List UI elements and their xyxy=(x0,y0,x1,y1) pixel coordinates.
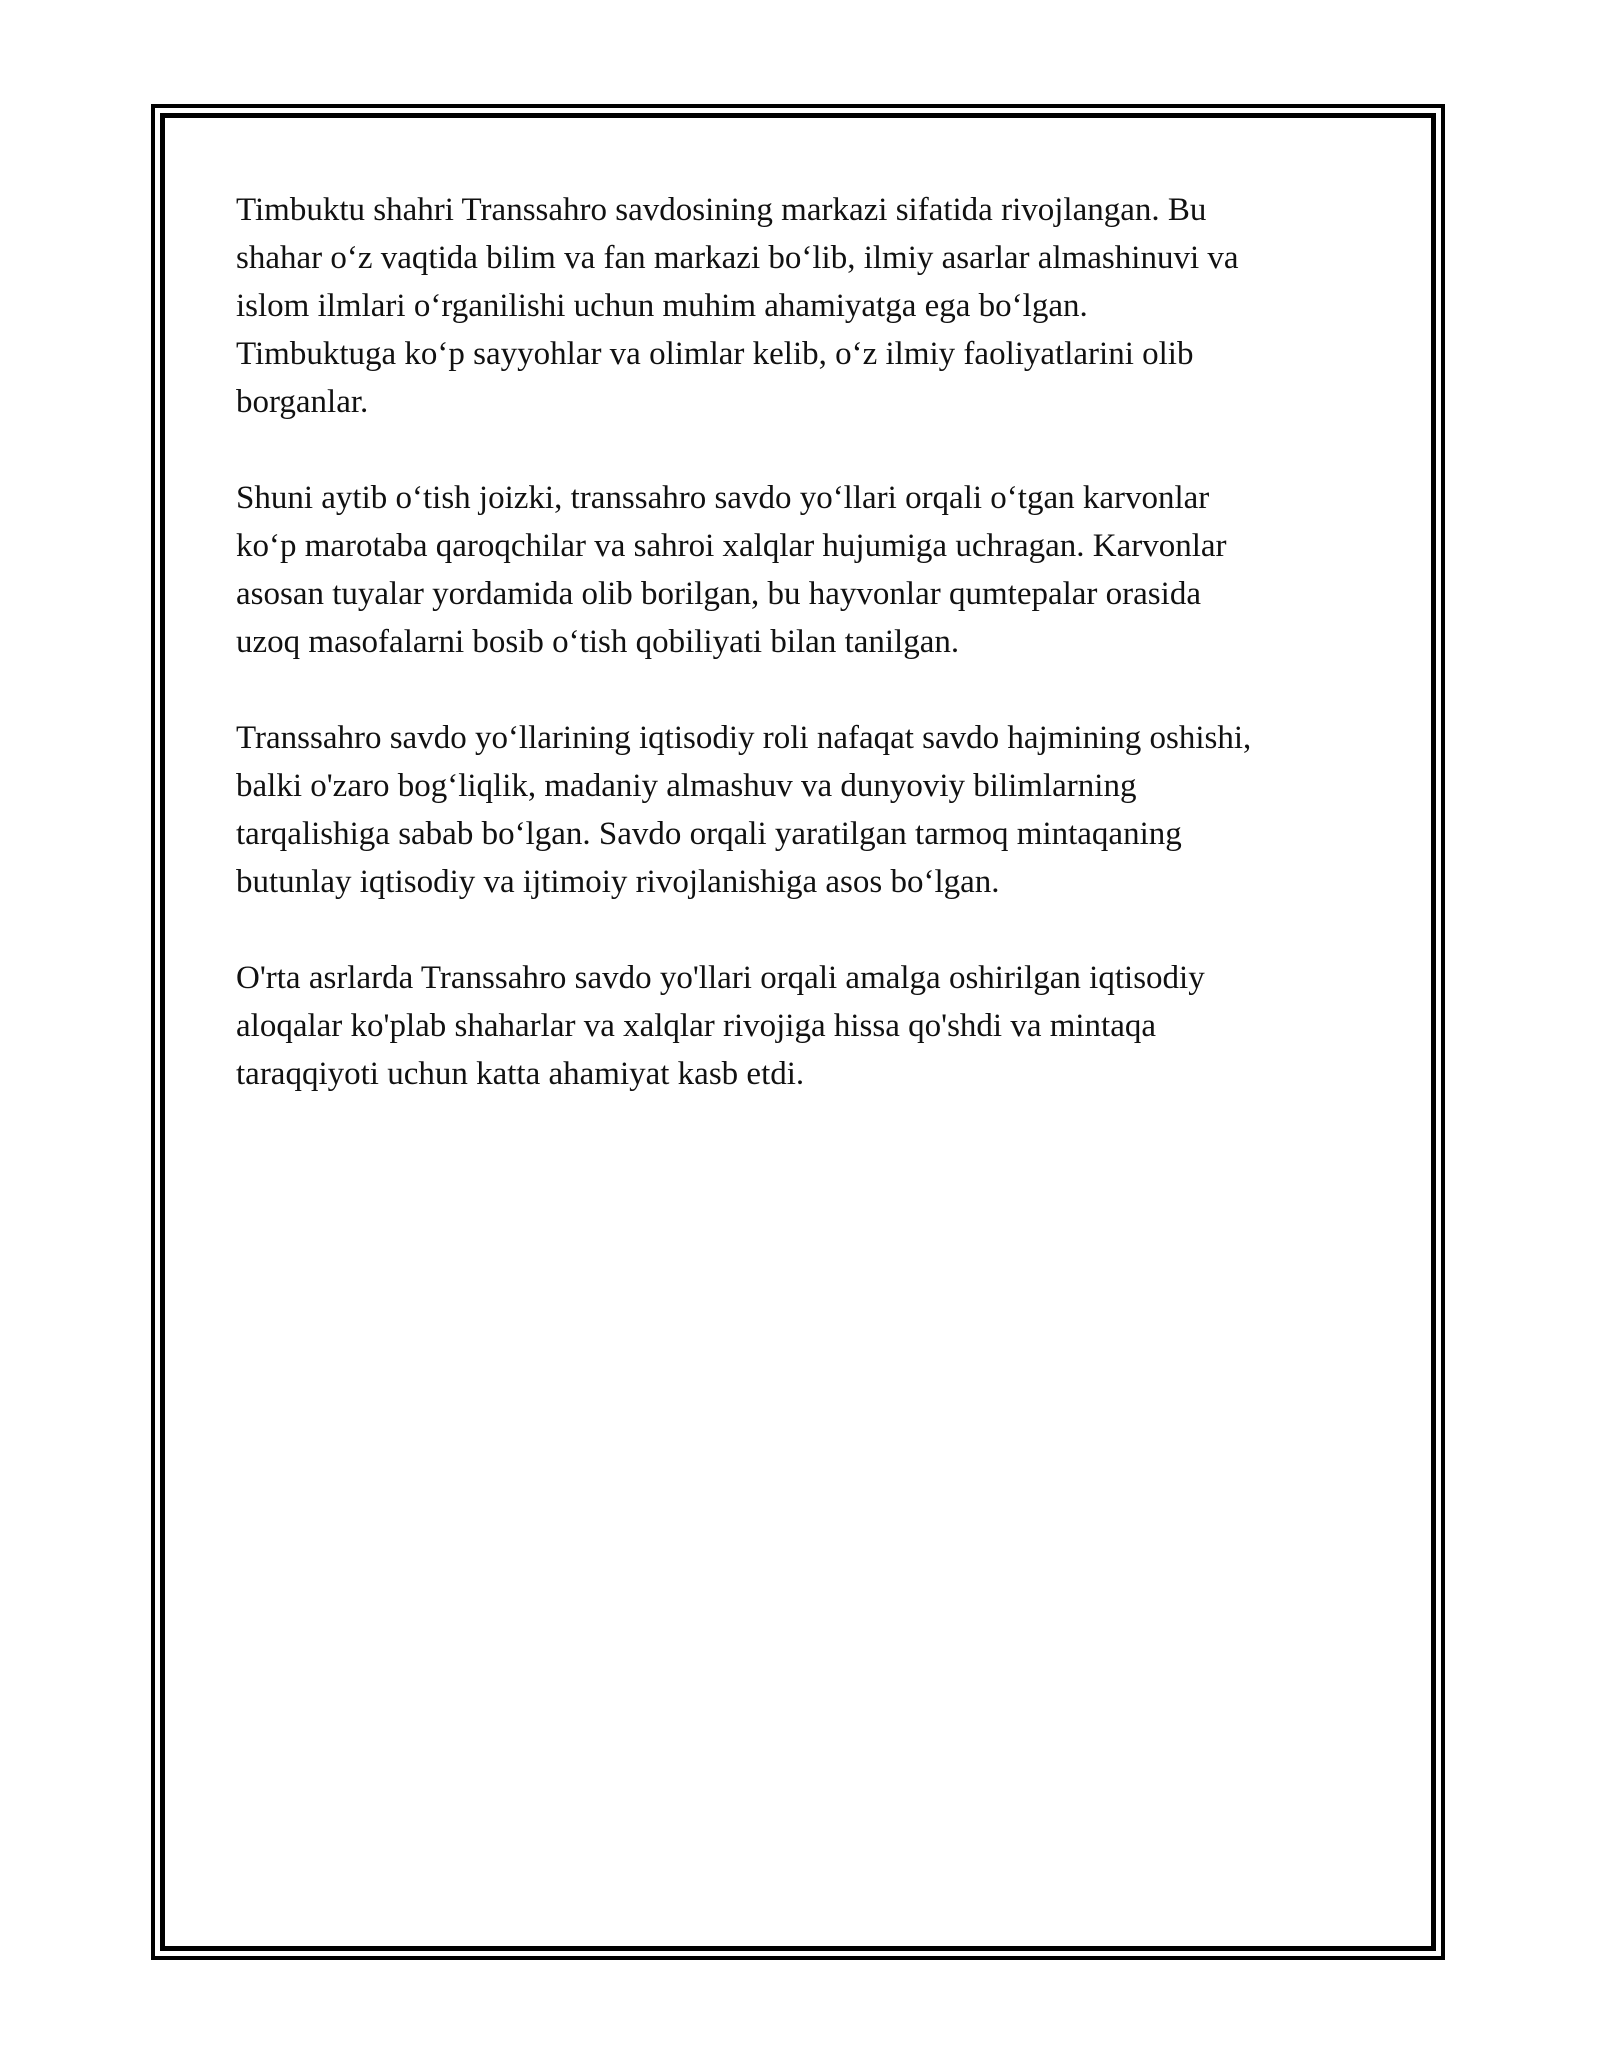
text-line: Shuni aytib o‘tish joizki, transsahro savdo yo‘llari orqali o‘tgan karvonlar xyxy=(236,480,1210,516)
text-line: islom ilmlari o‘rganilishi uchun muhim ahamiyatga ega bo‘lgan. xyxy=(236,288,1088,324)
text-line: Transsahro savdo yo‘llarining iqtisodiy roli nafaqat savdo hajmining oshishi, xyxy=(236,720,1252,756)
text-line: Timbuktu shahri Transsahro savdosining markazi sifatida rivojlangan. Bu xyxy=(236,192,1207,228)
text-line: tarqalishiga sabab bo‘lgan. Savdo orqali yaratilgan tarmoq mintaqaning xyxy=(236,816,1182,852)
text-line: O'rta asrlarda Transsahro savdo yo'llari orqali amalga oshirilgan iqtisodiy xyxy=(236,960,1205,996)
text-line: shahar o‘z vaqtida bilim va fan markazi bo‘lib, ilmiy asarlar almashinuvi va xyxy=(236,240,1239,276)
text-line: asosan tuyalar yordamida olib borilgan, bu hayvonlar qumtepalar orasida xyxy=(236,576,1201,612)
text-line: Timbuktuga ko‘p sayyohlar va olimlar kelib, o‘z ilmiy faoliyatlarini olib xyxy=(236,336,1194,372)
text-line: ko‘p marotaba qaroqchilar va sahroi xalqlar hujumiga uchragan. Karvonlar xyxy=(236,528,1227,564)
paragraph-middle-ages xyxy=(236,954,1386,1098)
text-line: butunlay iqtisodiy va ijtimoiy rivojlanishiga asos bo‘lgan. xyxy=(236,864,1000,900)
text-line: taraqqiyoti uchun katta ahamiyat kasb etdi. xyxy=(236,1056,805,1092)
text-line: borganlar. xyxy=(236,384,369,420)
document-body xyxy=(236,186,1386,1146)
text-line: uzoq masofalarni bosib o‘tish qobiliyati bilan tanilgan. xyxy=(236,624,960,660)
text-line: balki o'zaro bog‘liqlik, madaniy almashuv va dunyoviy bilimlarning xyxy=(236,768,1137,804)
paragraph-timbuktu xyxy=(236,186,1386,426)
text-line: aloqalar ko'plab shaharlar va xalqlar rivojiga hissa qo'shdi va mintaqa xyxy=(236,1008,1157,1044)
paragraph-caravans xyxy=(236,474,1386,666)
paragraph-economic-role xyxy=(236,714,1386,906)
